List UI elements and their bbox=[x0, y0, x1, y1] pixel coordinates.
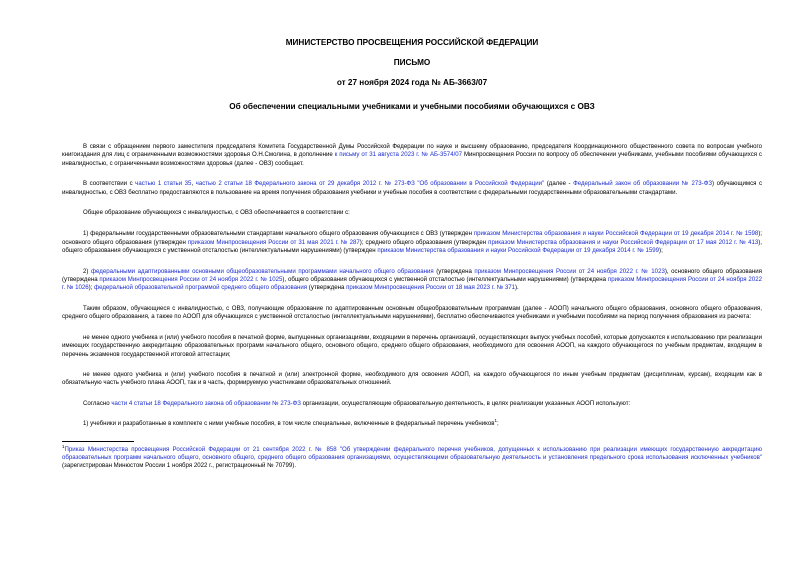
footnote-divider bbox=[62, 441, 134, 442]
ministry-name: МИНИСТЕРСТВО ПРОСВЕЩЕНИЯ РОССИЙСКОЙ ФЕДЕРАЦИИ bbox=[285, 38, 539, 47]
link-letter-ab-3574[interactable]: к письму от 31 августа 2023 г. № АБ-3574/07 bbox=[334, 151, 463, 159]
paragraph-text: организации, осуществляющие образовательную деятельность, в целях реализации указанных АООП используют: bbox=[300, 399, 631, 407]
footnote bbox=[62, 443, 762, 471]
paragraph-text: ). bbox=[515, 284, 519, 292]
paragraph-text: Минпросвещения России по вопросу об обеспечении учебниками, учебными пособиями обучающихся с инвалидностью, с ограниченными возможностями здоровья (далее - ОВЗ) сообщает. bbox=[62, 151, 762, 167]
paragraph-8: не менее одного учебника и (или) учебного пособия в печатной и (или) электронной форме, необходимого для освоения АООП, на каждого обучающегося по иным учебным предметам (дисциплинам, курсам), входящим как в обязательную часть учебного плана АООП, так и в часть, формируемую участниками образовательных отношений. bbox=[62, 370, 762, 387]
paragraph-text: , bbox=[191, 180, 196, 188]
link-order-1598[interactable]: приказом Министерства образования и науки Российской Федерации от 19 декабря 2014 г. № 1598 bbox=[473, 230, 759, 238]
paragraph-2 bbox=[62, 180, 762, 197]
paragraph-text: Согласно bbox=[83, 399, 112, 407]
paragraph-text: ); основного общего образования (утвержден bbox=[62, 230, 762, 246]
link-federal-law-273fz[interactable]: Федеральный закон об образовании № 273-ФЗ bbox=[573, 180, 713, 188]
document bbox=[62, 30, 762, 471]
paragraph-7: не менее одного учебника и (или) учебного пособия в печатной форме, выпущенных организациями, входящими в перечень организаций, осуществляющих выпуск учебных пособий, которые допускаются к использованию при реализации имеющих государственную аккредитацию образовательных программ начального общего, основного общего, среднего общего образования, необходимого для освоения АООП, на каждого обучающегося по учебным предметам, входящим в перечень экзаменов государственной итоговой аттестации; bbox=[62, 333, 762, 358]
link-article-18-273fz[interactable]: частью 2 статьи 18 Федерального закона от 29 декабря 2012 г. № 273-ФЗ "Об образовании в Российской Федерации" bbox=[195, 180, 545, 188]
paragraph-text: (утверждена bbox=[433, 267, 475, 275]
paragraph-text: ) обучающимся с инвалидностью, с ОВЗ бесплатно предоставляются в пользование на время получения образования учебники и учебные пособия в соответствии с федеральными государственными образовательными стандартами. bbox=[62, 180, 763, 196]
paragraph-text: В соответствии с bbox=[83, 180, 136, 188]
link-article-35[interactable]: частью 1 статьи 35 bbox=[135, 180, 192, 188]
paragraph-text: ); bbox=[659, 247, 663, 255]
list-item-2 bbox=[62, 268, 762, 293]
link-order-371[interactable]: приказом Минпросвещения России от 18 мая 2023 г. № 371 bbox=[346, 284, 516, 292]
paragraph-6: Таким образом, обучающиеся с инвалидностью, с ОВЗ, получающие образование по адаптированным основным общеобразовательным программам (далее - АООП) начального общего образования, основного общего образования, среднего общего образования, а также по АООП для обучающихся с умственной отсталостью (интеллектуальными нарушениями), бесплатно обеспечиваются учебниками и учебными пособиями на период получения образования из расчета: bbox=[62, 304, 762, 321]
paragraph-text: ); среднего общего образования (утвержден bbox=[359, 238, 489, 246]
document-date-number: от 27 ноября 2024 года № АБ-3663/07 bbox=[336, 78, 488, 87]
link-order-1023[interactable]: приказом Минпросвещения России от 24 ноября 2022 г. № 1023 bbox=[474, 267, 665, 275]
paragraph-text: ; bbox=[496, 420, 499, 428]
paragraph-10 bbox=[62, 420, 762, 428]
footnote-mark: 1 bbox=[62, 443, 65, 449]
link-article-18-part-4[interactable]: части 4 статьи 18 Федерального закона об образовании № 273-ФЗ bbox=[111, 399, 301, 407]
footnote-text: (зарегистрирован Минюстом России 1 ноября 2022 г., регистрационный № 70799). bbox=[62, 462, 297, 470]
paragraph-text: ), основного общего образования (утверждена bbox=[62, 267, 762, 284]
paragraph-text: ), общего образования обучающихся с умственной отсталостью (интеллектуальными нарушениями) (утверждена bbox=[282, 276, 608, 284]
link-order-1599[interactable]: приказом Министерства образования и науки Российской Федерации от 19 декабря 2014 г. № 1599 bbox=[377, 247, 660, 255]
paragraph-text: 1) федеральными государственными образовательными стандартами начального общего образования обучающихся с ОВЗ (утвержден bbox=[83, 230, 474, 238]
footnote-reference[interactable]: 1 bbox=[494, 418, 497, 424]
document-type: ПИСЬМО bbox=[393, 58, 431, 67]
paragraph-text: 1) учебники и разработанные в комплекте с ними учебные пособия, в том числе специальные, включенные в федеральный перечень учебников bbox=[83, 420, 495, 428]
link-order-287[interactable]: приказом Минпросвещения России от 31 мая 2021 г. № 287 bbox=[187, 238, 360, 246]
paragraph-3: Общее образование обучающихся с инвалидностью, с ОВЗ обеспечивается в соответствии с: bbox=[83, 209, 350, 217]
list-item-1 bbox=[62, 230, 762, 255]
paragraph-1 bbox=[62, 143, 762, 168]
paragraph-text: ); bbox=[88, 284, 95, 292]
link-order-858[interactable]: Приказ Министерства просвещения Российской Федерации от 21 сентября 2022 г. № 858 "Об утверждении федерального перечня учебников, допущенных к использованию при реализации имеющих государственную аккредитацию образовательных программ начального общего, основного общего, среднего общего образования организациями, осуществляющими образовательную деятельность и установления предельного срока использования исключенных учебников" bbox=[62, 445, 762, 461]
document-title: Об обеспечении специальными учебниками и учебными пособиями обучающихся с ОВЗ bbox=[229, 102, 595, 111]
paragraph-text: 2) bbox=[83, 267, 91, 275]
link-order-413[interactable]: приказом Министерства образования и науки Российской Федерации от 17 мая 2012 г. № 413 bbox=[488, 238, 759, 246]
paragraph-text: (далее - bbox=[544, 180, 574, 188]
paragraph-9 bbox=[62, 400, 762, 408]
link-order-1026[interactable]: приказом Минпросвещения России от 24 ноября 2022 г. № 1026 bbox=[62, 276, 762, 292]
paragraph-text: (утверждена bbox=[307, 284, 347, 292]
paragraph-text: В связи с обращением первого заместителя председателя Комитета Государственной Думы Российской Федерации по науке и высшему образованию, председателя Координационного общественного совета по вопросам учебного книгоиздания для лиц с ограниченными возможностями здоровья О.Н.Смолина, в дополнение bbox=[62, 143, 762, 159]
paragraph-text: ), общего образования обучающихся с умственной отсталостью (интеллектуальными нарушениями) (утвержден bbox=[62, 238, 763, 255]
link-fop-soo[interactable]: федеральной образовательной программой среднего общего образования bbox=[94, 284, 308, 292]
link-faoop-noo[interactable]: федеральными адаптированными основными общеобразовательными программами начального общего образования bbox=[91, 267, 434, 275]
link-order-1025[interactable]: приказом Минпросвещения России от 24 ноября 2022 г. № 1025 bbox=[99, 276, 283, 284]
